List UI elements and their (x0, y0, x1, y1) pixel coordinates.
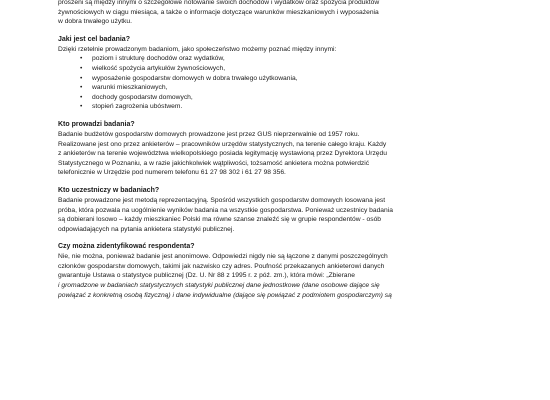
participants-line: są dobierani losowo – każdy mieszkaniec Polski ma równe szanse znaleźć się w grupie respondentów - osób (58, 216, 382, 224)
purpose-list-item-text: wielkość spożycia artykułów żywnościowych, (92, 64, 226, 72)
identify-line: Nie, nie można, ponieważ badanie jest anonimowe. Odpowiedzi nigdy nie są łączone z danymi poszczególnych (58, 253, 388, 261)
bullet-icon: • (80, 84, 83, 92)
who-section (58, 120, 508, 178)
intro-line: w dobra trwałego użytku. (58, 18, 132, 26)
intro-line: proszeni są między innymi o szczegółowe notowanie swoich dochodów i wydatków oraz spożycia produktów (58, 0, 380, 6)
purpose-section (58, 35, 508, 112)
who-line: z ankieterów na terenie województwa wielkopolskiego posiada legitymację wystawioną przez Dyrektora Urzędu (58, 150, 387, 158)
purpose-lead: Dzięki rzetelnie prowadzonym badaniom, jako społeczeństwo możemy poznać między innymi: (58, 45, 337, 53)
purpose-list-item (80, 93, 508, 103)
identify-line: gwarantuje Ustawa o statystyce publicznej (Dz. U. Nr 88 z 1995 r. z póź. zm.), która mówi: „Zbierane (58, 272, 355, 280)
bullet-icon: • (80, 93, 83, 101)
who-line: Realizowane jest ono przez ankieterów – pracowników urzędów statystycznych, na terenie całego kraju. Każdy (58, 140, 387, 148)
identify-section (58, 242, 508, 300)
participants-section (58, 186, 508, 234)
purpose-list-item (80, 54, 508, 64)
who-heading: Kto prowadzi badania? (58, 120, 135, 128)
intro-paragraph (58, 0, 508, 27)
participants-line: odpowiadających na pytania ankietera statystyki publicznej. (58, 225, 235, 233)
identify-line: i gromadzone w badaniach statystycznych statystyki publicznej dane jednostkowe (dane osobowe dające się (58, 282, 380, 290)
who-line: Badanie budżetów gospodarstw domowych prowadzone jest przez GUS nieprzerwalnie od 1957 roku. (58, 130, 360, 138)
purpose-list (58, 54, 508, 112)
purpose-list-item-text: stopień zagrożenia ubóstwem. (92, 103, 183, 111)
participants-heading: Kto uczestniczy w badaniach? (58, 186, 160, 194)
intro-line: żywnościowych w ciągu miesiąca, a także o informacje dotyczące warunków mieszkaniowych i wyposażenia (58, 8, 379, 16)
who-line: telefonicznie w Urzędzie pod numerem telefonu 61 27 98 302 i 61 27 98 356. (58, 169, 286, 177)
purpose-heading: Jaki jest cel badania? (58, 35, 130, 43)
purpose-list-item (80, 102, 508, 112)
purpose-list-item-text: dochody gospodarstw domowych, (92, 93, 193, 101)
bullet-icon: • (80, 103, 83, 111)
purpose-list-item (80, 83, 508, 93)
identify-line: powiązać z konkretną osobą fizyczną) i dane indywidualne (dające się powiązać z podmiotem gospodarczym) są (58, 291, 392, 299)
identify-heading: Czy można zidentyfikować respondenta? (58, 243, 195, 251)
bullet-icon: • (80, 74, 83, 82)
bullet-icon: • (80, 64, 83, 72)
identify-line: członków gospodarstw domowych, takimi jak nazwisko czy adres. Poufność przekazanych ankieterowi danych (58, 262, 385, 270)
purpose-list-item-text: wyposażenie gospodarstw domowych w dobra trwałego użytkowania, (92, 74, 298, 82)
purpose-list-item-text: poziom i strukturę dochodów oraz wydatków, (92, 55, 225, 63)
document-page (58, 0, 508, 400)
purpose-list-item (80, 64, 508, 74)
who-line: Statystycznego w Poznaniu, a w razie jakichkolwiek wątpliwości, tożsamość ankietera można potwierdzić (58, 159, 370, 167)
purpose-list-item (80, 74, 508, 84)
participants-line: próba, która pozwala na uogólnienie wyników badania na wszystkie gospodarstwa. Ponieważ uczestnicy badania (58, 206, 393, 214)
bullet-icon: • (80, 55, 83, 63)
participants-line: Badanie prowadzone jest metodą reprezentacyjną. Spośród wszystkich gospodarstw domowych losowana jest (58, 196, 386, 204)
purpose-list-item-text: warunki mieszkaniowych, (92, 84, 168, 92)
